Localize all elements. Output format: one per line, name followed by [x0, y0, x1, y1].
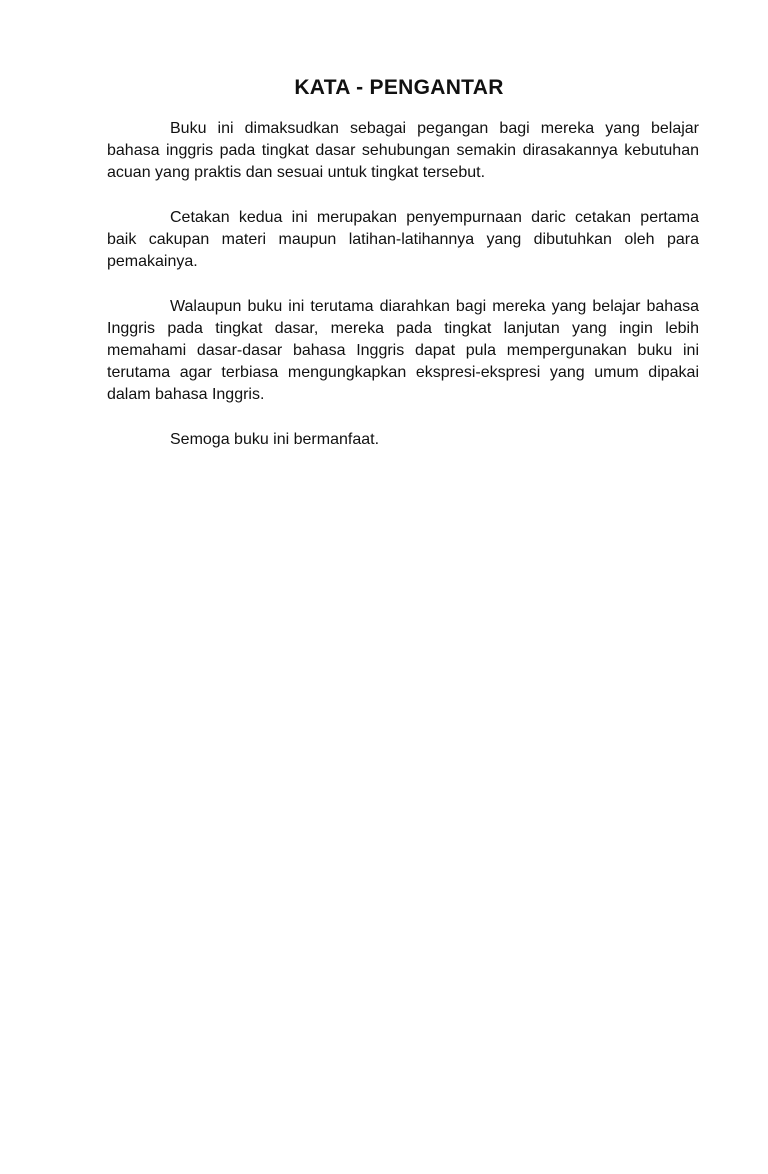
paragraph-4: Semoga buku ini bermanfaat.	[170, 431, 380, 448]
page-title: KATA - PENGANTAR	[294, 76, 504, 99]
paragraph-1: Buku ini dimaksudkan sebagai pegangan bagi mereka yang belajar bahasa inggris pada tingkat dasar sehubungan semakin dirasakannya kebutuhan acuan yang praktis dan sesuai untuk tingkat tersebut.	[107, 120, 699, 181]
paragraph-3: Walaupun buku ini terutama diarahkan bagi mereka yang belajar bahasa Inggris pada tingkat dasar, mereka pada tingkat lanjutan yang ingin lebih memahami dasar-dasar bahasa Inggris dapat pula mempergunakan buku ini terutama agar terbiasa mengungkapkan ekspresi-ekspresi yang umum dipakai dalam bahasa Inggris.	[107, 298, 699, 403]
paragraph-2: Cetakan kedua ini merupakan penyempurnaan daric cetakan pertama baik cakupan materi maupun latihan-latihannya yang dibutuhkan oleh para pemakainya.	[107, 209, 699, 270]
document-body	[107, 118, 699, 474]
